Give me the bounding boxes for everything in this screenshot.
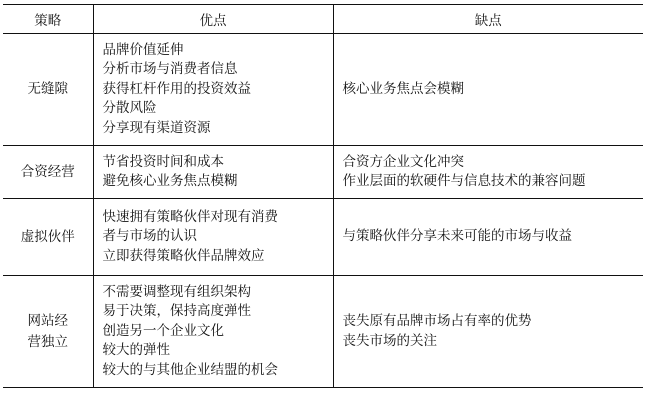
strategy-label: 虚拟伙伴 bbox=[20, 228, 75, 245]
cons-cell bbox=[333, 199, 643, 276]
pros-item: 较大的弹性 bbox=[102, 342, 170, 359]
strategy-cell bbox=[3, 34, 93, 146]
cons-item: 丧失市场的关注 bbox=[342, 332, 437, 349]
strategy-cell bbox=[3, 276, 93, 388]
pros-cell bbox=[93, 34, 333, 146]
table-row bbox=[3, 276, 643, 388]
table-row bbox=[3, 199, 643, 276]
strategy-label: 网站经 bbox=[27, 312, 68, 329]
pros-item: 立即获得策略伙伴品牌效应 bbox=[102, 247, 265, 264]
cons-item: 合资方企业文化冲突 bbox=[342, 153, 464, 170]
header-cons: 缺点 bbox=[333, 5, 643, 34]
pros-cell bbox=[93, 276, 333, 388]
strategy-cell bbox=[3, 146, 93, 199]
pros-item: 分析市场与消费者信息 bbox=[102, 61, 238, 78]
strategy-label: 合资经营 bbox=[20, 163, 75, 180]
pros-item: 品牌价值延伸 bbox=[102, 41, 184, 58]
table-row bbox=[3, 34, 643, 146]
strategy-label: 无缝隙 bbox=[27, 81, 68, 97]
cons-item: 作业层面的软硬件与信息技术的兼容问题 bbox=[342, 173, 586, 189]
header-strategy: 策略 bbox=[34, 13, 62, 29]
cons-cell bbox=[333, 276, 643, 388]
cons-cell bbox=[333, 34, 643, 146]
strategy-comparison-table bbox=[3, 4, 643, 388]
cons-item: 核心业务焦点会模糊 bbox=[342, 80, 464, 97]
pros-item: 节省投资时间和成本 bbox=[102, 153, 224, 170]
pros-item: 者与市场的认识 bbox=[102, 228, 197, 245]
pros-cell bbox=[93, 199, 333, 276]
pros-item: 获得杠杆作用的投资效益 bbox=[102, 80, 251, 97]
strategy-label: 营独立 bbox=[27, 333, 68, 350]
header-row bbox=[3, 5, 643, 34]
pros-item: 易于决策，保持高度弹性 bbox=[102, 303, 251, 320]
pros-item: 快速拥有策略伙伴对现有消费 bbox=[102, 208, 278, 225]
cons-item: 与策略伙伴分享未来可能的市场与收益 bbox=[342, 228, 572, 245]
strategy-cell bbox=[3, 199, 93, 276]
cons-item: 丧失原有品牌市场占有率的优势 bbox=[342, 313, 532, 329]
pros-item: 分散风险 bbox=[102, 100, 157, 117]
pros-item: 避免核心业务焦点模糊 bbox=[102, 173, 238, 189]
table-row bbox=[3, 146, 643, 199]
header-pros: 优点 bbox=[93, 5, 333, 34]
pros-item: 不需要调整现有组织架构 bbox=[102, 283, 251, 300]
pros-item: 分享现有渠道资源 bbox=[102, 119, 211, 136]
cons-cell bbox=[333, 146, 643, 199]
pros-item: 创造另一个企业文化 bbox=[102, 322, 224, 339]
pros-cell bbox=[93, 146, 333, 199]
pros-item: 较大的与其他企业结盟的机会 bbox=[102, 361, 278, 378]
